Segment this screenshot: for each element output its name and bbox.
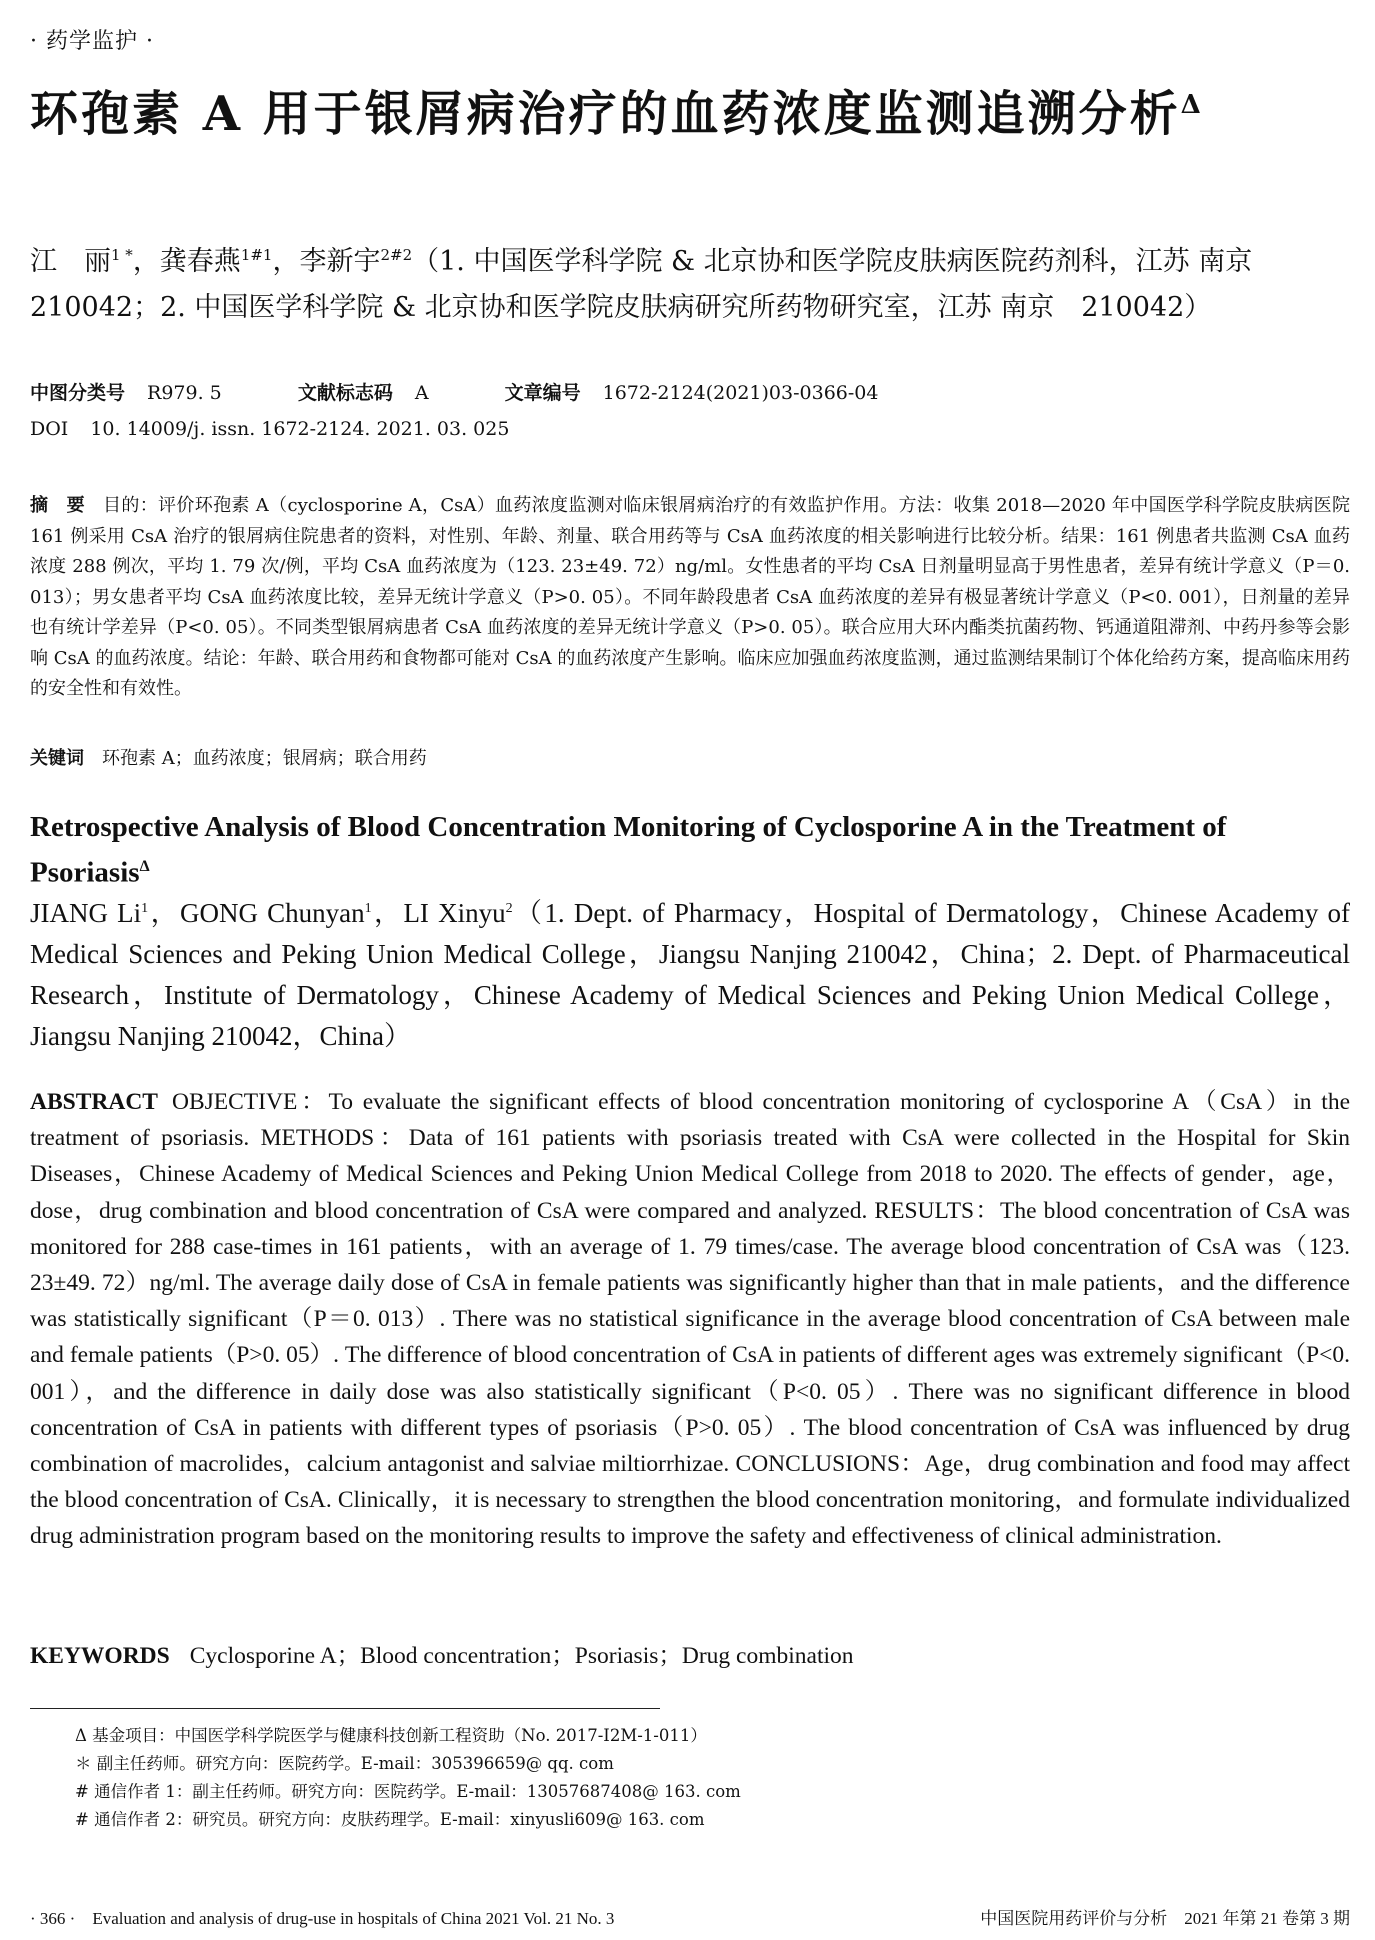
english-title <box>30 808 1350 893</box>
doc-code-label: 文献标志码 <box>297 382 393 404</box>
english-keywords-text: Cyclosporine A；Blood concentration；Psoriasis；Drug combination <box>189 1643 854 1669</box>
footnote-corresponding-2: # 通信作者 2：研究员。研究方向：皮肤药理学。E-mail：xinyusli609@ 163. com <box>75 1810 705 1829</box>
chinese-keywords-label: 关键词 <box>30 748 84 769</box>
author-jiang-li: 江 丽 <box>30 246 111 277</box>
chinese-authors-affiliation <box>30 232 1350 331</box>
chinese-title-fund-mark: Δ <box>1180 90 1204 120</box>
author-jiang-li-en: JIANG Li <box>30 898 142 928</box>
chinese-keywords <box>30 744 1350 770</box>
author-gong-chunyan-en: ，GONG Chunyan <box>148 898 365 928</box>
english-authors-affiliation <box>30 888 1350 1057</box>
doi-label: DOI <box>30 418 69 440</box>
english-keywords-label: KEYWORDS <box>30 1643 170 1669</box>
english-abstract-label: ABSTRACT <box>30 1089 158 1115</box>
author-gong-chunyan: ，龚春燕 <box>132 246 241 277</box>
english-affiliation: （1. Dept. of Pharmacy，Hospital of Dermatology，Chinese Academy of Medical Sciences and Peking Union Medical College，Jiangsu Nanjing 210042，China；2. Dept. of Pharmaceutical Research，Institute of Dermatology，Chinese Academy of Medical Sciences and Peking Union Medical College，Jiangsu Nanjing 210042，China） <box>30 898 1350 1051</box>
doi-line <box>30 418 1350 440</box>
english-keywords <box>30 1636 1350 1670</box>
author-jiang-li-sup: 1 * <box>111 246 133 264</box>
english-title-text: Retrospective Analysis of Blood Concentration Monitoring of Cyclosporine A in the Treatment of Psoriasis <box>30 811 1227 889</box>
author-li-xinyu: ，李新宇 <box>272 246 381 277</box>
author-li-xinyu-en-sup: 2 <box>505 901 513 916</box>
author-gong-chunyan-sup: 1#1 <box>240 246 273 264</box>
footnotes <box>75 1722 1275 1834</box>
footnote-corresponding-1: # 通信作者 1：副主任药师。研究方向：医院药学。E-mail：13057687408@ 163. com <box>75 1782 741 1801</box>
clc-value: R979. 5 <box>147 382 222 404</box>
chinese-title <box>30 70 1350 149</box>
chinese-abstract-label: 摘 要 <box>30 495 86 516</box>
chinese-keywords-text: 环孢素 A；血药浓度；银屑病；联合用药 <box>102 748 427 769</box>
article-no-label: 文章编号 <box>504 382 581 404</box>
english-abstract <box>30 1084 1350 1555</box>
clc-label: 中图分类号 <box>30 382 126 404</box>
section-tag: · 药学监护 · <box>30 29 154 54</box>
author-jiang-li-en-sup: 1 <box>141 901 149 916</box>
doc-code-value: A <box>414 382 429 404</box>
footer-left: · 366 · Evaluation and analysis of drug-use in hospitals of China 2021 Vol. 21 No. 3 <box>30 1909 615 1928</box>
doi-value: 10. 14009/j. issn. 1672-2124. 2021. 03. 025 <box>90 418 510 440</box>
footnote-divider <box>30 1708 660 1709</box>
chinese-abstract-text: 目的：评价环孢素 A（cyclosporine A，CsA）血药浓度监测对临床银屑病治疗的有效监护作用。方法：收集 2018—2020 年中国医学科学院皮肤病医院 161 例采用 CsA 治疗的银屑病住院患者的资料，对性别、年龄、剂量、联合用药等与 CsA 血药浓度的相关影响进行比较分析。结果：161 例患者共监测 CsA 血药浓度 288 例次，平均 1. 79 次/例，平均 CsA 血药浓度为（123. 23±49. 72）ng/ml。女性患者的平均 CsA 日剂量明显高于男性患者，差异有统计学意义（P＝0. 013）；男女患者平均 CsA 血药浓度比较，差异无统计学意义（P>0. 05）。不同年龄段患者 CsA 血药浓度的差异有极显著统计学意义（P<0. 001），日剂量的差异也有统计学差异（P<0. 05）。不同类型银屑病患者 CsA 血药浓度的差异无统计学意义（P>0. 05）。联合应用大环内酯类抗菌药物、钙通道阻滞剂、中药丹参等会影响 CsA 的血药浓度。结论：年龄、联合用药和食物都可能对 CsA 的血药浓度产生影响。临床应加强血药浓度监测，通过监测结果制订个体化给药方案，提高临床用药的安全性和有效性。 <box>30 495 1351 699</box>
author-li-xinyu-en: ，LI Xinyu <box>371 898 506 928</box>
article-no-value: 1672-2124(2021)03-0366-04 <box>602 382 879 404</box>
footnote-fund: Δ 基金项目：中国医学科学院医学与健康科技创新工程资助（No. 2017-I2M-1-011） <box>75 1726 707 1745</box>
english-abstract-text: OBJECTIVE：To evaluate the significant effects of blood concentration monitoring of cyclosporine A（CsA）in the treatment of psoriasis. METHODS：Data of 161 patients with psoriasis treated with CsA were collected in the Hospital for Skin Diseases，Chinese Academy of Medical Sciences and Peking Union Medical College from 2018 to 2020. The effects of gender，age，dose，drug combination and blood concentration of CsA were compared and analyzed. RESULTS：The blood concentration of CsA was monitored for 288 case-times in 161 patients，with an average of 1. 79 times/case. The average blood concentration of CsA was（123. 23±49. 72）ng/ml. The average daily dose of CsA in female patients was significantly higher than that in male patients，and the difference was statistically significant（P＝0. 013）. There was no statistical significance in the average blood concentration of CsA between male and female patients（P>0. 05）. The difference of blood concentration of CsA in patients of different ages was extremely significant（P<0. 001），and the difference in daily dose was also statistically significant（P<0. 05）. There was no significant difference in blood concentration of CsA in patients with different types of psoriasis（P>0. 05）. The blood concentration of CsA was influenced by drug combination of macrolides，calcium antagonist and salviae miltiorrhizae. CONCLUSIONS：Age，drug combination and food may affect the blood concentration of CsA. Clinically，it is necessary to strengthen the blood concentration monitoring，and formulate individualized drug administration program based on the monitoring results to improve the safety and effectiveness of clinical administration. <box>30 1089 1350 1550</box>
chinese-abstract <box>30 491 1350 705</box>
footer-right: 中国医院用药评价与分析 2021 年第 21 卷第 3 期 <box>980 1909 1350 1928</box>
chinese-affiliation: （1. 中国医学科学院 & 北京协和医学院皮肤病医院药剂科，江苏 南京 210042；2. 中国医学科学院 & 北京协和医学院皮肤病研究所药物研究室，江苏 南京 210042） <box>30 246 1253 323</box>
classification-line <box>30 378 1350 405</box>
chinese-title-text: 环孢素 A 用于银屑病治疗的血药浓度监测追溯分析 <box>30 86 1181 142</box>
footnote-first-author: ＊ 副主任药师。研究方向：医院药学。E-mail：305396659@ qq. com <box>75 1754 614 1773</box>
english-title-fund-mark: Δ <box>139 858 150 875</box>
author-li-xinyu-sup: 2#2 <box>380 246 413 264</box>
author-gong-chunyan-en-sup: 1 <box>364 901 372 916</box>
